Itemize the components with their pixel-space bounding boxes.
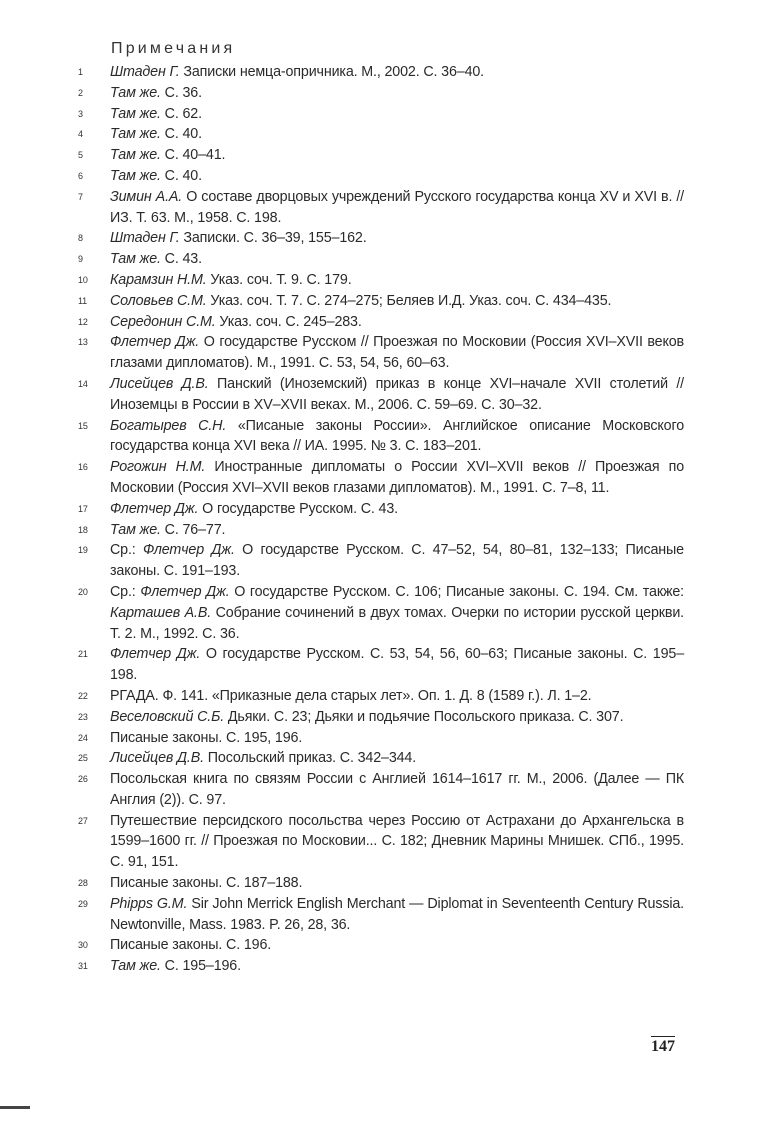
footnote <box>74 416 684 458</box>
footnote-text <box>110 499 684 520</box>
citation-text: С. 76–77. <box>160 521 226 538</box>
citation-text: О составе дворцовых учреждений Русского государства конца XV и XVI в. // ИЗ. Т. 63. М., 1958. С. 198. <box>110 188 684 226</box>
citation-text: Посольская книга по связям России с Англией 1614–1617 гг. М., 2006. (Далее — ПК Англия (2)). С. 97. <box>110 771 684 808</box>
footnote-number: 5 <box>78 150 83 161</box>
author-name: Карташев А.В. <box>110 604 212 621</box>
footnote-number: 23 <box>78 711 88 722</box>
footnote-text <box>110 686 684 707</box>
footnote <box>74 374 684 416</box>
citation-text: Путешествие персидского посольства через Россию от Астрахани до Архангельска в 1599–1600 гг. // Проезжая по Московии... С. 182; Дневник Марины Мнишек. СПб., 1995. С. 91, 151. <box>110 812 684 871</box>
footnote-number: 18 <box>78 524 88 535</box>
citation-text: С. 40–41. <box>160 147 226 164</box>
citation-text: Писаные законы. С. 196. <box>110 937 272 954</box>
footnote <box>74 145 684 166</box>
citation-text: О государстве Русском // Проезжая по Московии (Россия XVI–XVII веков глазами дипломатов). М., 1991. С. 53, 54, 56, 60–63. <box>110 334 684 372</box>
author-name: Там же. <box>110 126 161 143</box>
footnote-text <box>110 707 684 728</box>
footnote-number: 20 <box>78 586 88 597</box>
footnote-text <box>110 728 684 749</box>
footnote-number: 30 <box>78 940 88 951</box>
footnote <box>74 62 684 83</box>
footnote <box>74 935 684 956</box>
author-name: Флетчер Дж. <box>140 583 230 600</box>
footnote-number: 7 <box>78 191 83 202</box>
footnote-number: 8 <box>78 233 83 244</box>
author-name: Флетчер Дж. <box>110 334 200 351</box>
footnote <box>74 83 684 104</box>
footnote-number: 14 <box>78 378 88 389</box>
author-name: Рогожин Н.М. <box>110 459 206 476</box>
footnote <box>74 748 684 769</box>
footnote-text <box>110 873 684 894</box>
author-name: Там же. <box>110 521 161 538</box>
author-name: Карамзин Н.М. <box>110 271 207 288</box>
footnote-text <box>110 124 684 145</box>
footnote <box>74 187 684 229</box>
footnote-text <box>110 249 684 270</box>
footnote-text <box>110 104 684 125</box>
footnote <box>74 540 684 582</box>
footnote <box>74 249 684 270</box>
page-title: Примечания <box>111 40 236 57</box>
footnote <box>74 686 684 707</box>
footnote <box>74 707 684 728</box>
footnote-number: 28 <box>78 878 88 889</box>
citation-text: «Писаные законы России». Английское описание Московского государства конца XVI века // ИА. 1995. № 3. С. 183–201. <box>110 417 684 455</box>
footnote-text <box>110 457 684 499</box>
footnote-text <box>110 894 684 936</box>
footnote <box>74 124 684 145</box>
citation-text: Панский (Иноземский) приказ в конце XVI–начале XVII столетий // Иноземцы в России в XV–XVII веках. М., 2006. С. 59–69. С. 30–32. <box>110 375 684 413</box>
footnote-number: 26 <box>78 774 88 785</box>
footnote <box>74 332 684 374</box>
citation-text: Указ. соч. С. 245–283. <box>215 313 362 330</box>
footnote <box>74 582 684 644</box>
footnote-number: 21 <box>78 649 88 660</box>
footnote-number: 11 <box>78 295 88 306</box>
footnote-number: 2 <box>78 87 83 98</box>
footnote-number: 6 <box>78 170 83 181</box>
author-name: Штаден Г. <box>110 230 180 247</box>
footnote-text <box>110 540 684 582</box>
citation-text: С. 40. <box>160 126 202 143</box>
footnote-text <box>110 811 684 873</box>
citation-text: С. 195–196. <box>160 958 241 975</box>
citation-text: С. 40. <box>160 167 202 184</box>
author-name: Зимин А.А. <box>110 188 183 205</box>
footnote <box>74 728 684 749</box>
footnote-number: 29 <box>78 898 88 909</box>
author-name: Середонин С.М. <box>110 313 216 330</box>
footnote-text <box>110 166 684 187</box>
footnote-number: 3 <box>78 108 83 119</box>
footnote <box>74 894 684 936</box>
citation-text: Писаные законы. С. 195, 196. <box>110 729 303 746</box>
page-number: 147 <box>651 1038 675 1055</box>
footnote <box>74 956 684 977</box>
author-name: Штаден Г. <box>110 64 180 80</box>
author-name: Там же. <box>110 167 161 184</box>
footnote-text <box>110 332 684 374</box>
footnote <box>74 228 684 249</box>
footnote-text <box>110 312 684 333</box>
citation-text: Sir John Merrick English Merchant — Diplomat in Seventeenth Century Russia. Newtonville, Mass. 1983. P. 26, 28, 36. <box>110 895 684 933</box>
author-name: Там же. <box>110 251 161 268</box>
footnote-number: 16 <box>78 462 88 473</box>
footnote-text <box>110 187 684 229</box>
footnote-number: 25 <box>78 753 88 764</box>
footnote <box>74 104 684 125</box>
citation-text: Ср.: <box>110 542 143 559</box>
author-name: Флетчер Дж. <box>142 542 235 559</box>
citation-text: С. 62. <box>160 105 202 122</box>
citation-text: С. 36. <box>160 84 202 101</box>
citation-text: Записки. С. 36–39, 155–162. <box>179 230 367 247</box>
footnote <box>74 312 684 333</box>
citation-text: РГАДА. Ф. 141. «Приказные дела старых лет». Оп. 1. Д. 8 (1589 г.). Л. 1–2. <box>110 687 592 704</box>
footnote-number: 12 <box>78 316 88 327</box>
footnote <box>74 457 684 499</box>
citation-text: С. 43. <box>160 251 202 268</box>
author-name: Лисейцев Д.В. <box>110 375 209 392</box>
footnote <box>74 769 684 811</box>
footnote-number: 15 <box>78 420 88 431</box>
footnote-text <box>110 748 684 769</box>
author-name: Веселовский С.Б. <box>110 708 225 725</box>
footnote-text <box>110 145 684 166</box>
footnote-number: 10 <box>78 274 88 285</box>
citation-text: Посольский приказ. С. 342–344. <box>203 750 417 767</box>
footnote-number: 22 <box>78 690 88 701</box>
footnote <box>74 873 684 894</box>
footnote-text <box>110 956 684 977</box>
citation-text: О государстве Русском. С. 47–52, 54, 80–81, 132–133; Писаные законы. С. 191–193. <box>110 542 684 580</box>
footnote <box>74 270 684 291</box>
citation-text: Дьяки. С. 23; Дьяки и подьячие Посольского приказа. С. 307. <box>224 708 624 725</box>
citation-text: О государстве Русском. С. 106; Писаные законы. С. 194. См. также: <box>229 583 684 600</box>
footnote-number: 4 <box>78 129 83 140</box>
footnote-number: 27 <box>78 815 88 826</box>
author-name: Лисейцев Д.В. <box>110 750 204 767</box>
citation-text: Иностранные дипломаты о России XVI–XVII веков // Проезжая по Московии (Россия XVI–XVII веков глазами дипломатов). М., 1991. С. 7–8, 11. <box>110 459 684 496</box>
footnote-text <box>110 62 684 83</box>
author-name: Соловьев С.М. <box>110 292 207 309</box>
footnote-text <box>110 520 684 541</box>
footnote <box>74 520 684 541</box>
footnote-text <box>110 769 684 811</box>
citation-text: О государстве Русском. С. 43. <box>198 500 398 517</box>
citation-text: Ср.: <box>110 583 141 600</box>
citation-text: О государстве Русском. С. 53, 54, 56, 60–63; Писаные законы. С. 195–198. <box>110 646 684 684</box>
footnote-number: 13 <box>78 337 88 348</box>
footnote-text <box>110 374 684 416</box>
footnote-text <box>110 582 684 644</box>
author-name: Phipps G.M. <box>110 895 188 912</box>
scan-mark <box>0 1106 30 1109</box>
author-name: Там же. <box>110 147 161 164</box>
footnote-number: 17 <box>78 503 88 514</box>
citation-text: Писаные законы. С. 187–188. <box>110 875 303 892</box>
notes-list <box>74 62 684 977</box>
footnote-number: 9 <box>78 254 83 265</box>
footnote-text <box>110 935 684 956</box>
footnote <box>74 291 684 312</box>
footnote <box>74 644 684 686</box>
citation-text: Записки немца-опричника. М., 2002. С. 36–40. <box>179 64 485 80</box>
footnote-text <box>110 270 684 291</box>
citation-text: Собрание сочинений в двух томах. Очерки по истории русской церкви. Т. 2. М., 1992. С. 36. <box>110 604 684 642</box>
footnote-number: 19 <box>78 545 88 556</box>
footnote-text <box>110 416 684 458</box>
footnote <box>74 166 684 187</box>
author-name: Флетчер Дж. <box>110 646 201 663</box>
footnote-number: 1 <box>78 67 83 77</box>
footnote-number: 31 <box>78 961 88 972</box>
citation-text: Указ. соч. Т. 9. С. 179. <box>206 271 352 288</box>
footnote-text <box>110 228 684 249</box>
footnote-text <box>110 644 684 686</box>
citation-text: Указ. соч. Т. 7. С. 274–275; Беляев И.Д. Указ. соч. С. 434–435. <box>206 292 612 309</box>
author-name: Там же. <box>110 105 161 122</box>
footnote-number: 24 <box>78 732 88 743</box>
author-name: Там же. <box>110 84 161 101</box>
footnote <box>74 811 684 873</box>
footnote-text <box>110 83 684 104</box>
author-name: Богатырев С.Н. <box>110 417 227 434</box>
footnote <box>74 499 684 520</box>
author-name: Там же. <box>110 958 161 975</box>
footnote-text <box>110 291 684 312</box>
author-name: Флетчер Дж. <box>110 500 199 517</box>
